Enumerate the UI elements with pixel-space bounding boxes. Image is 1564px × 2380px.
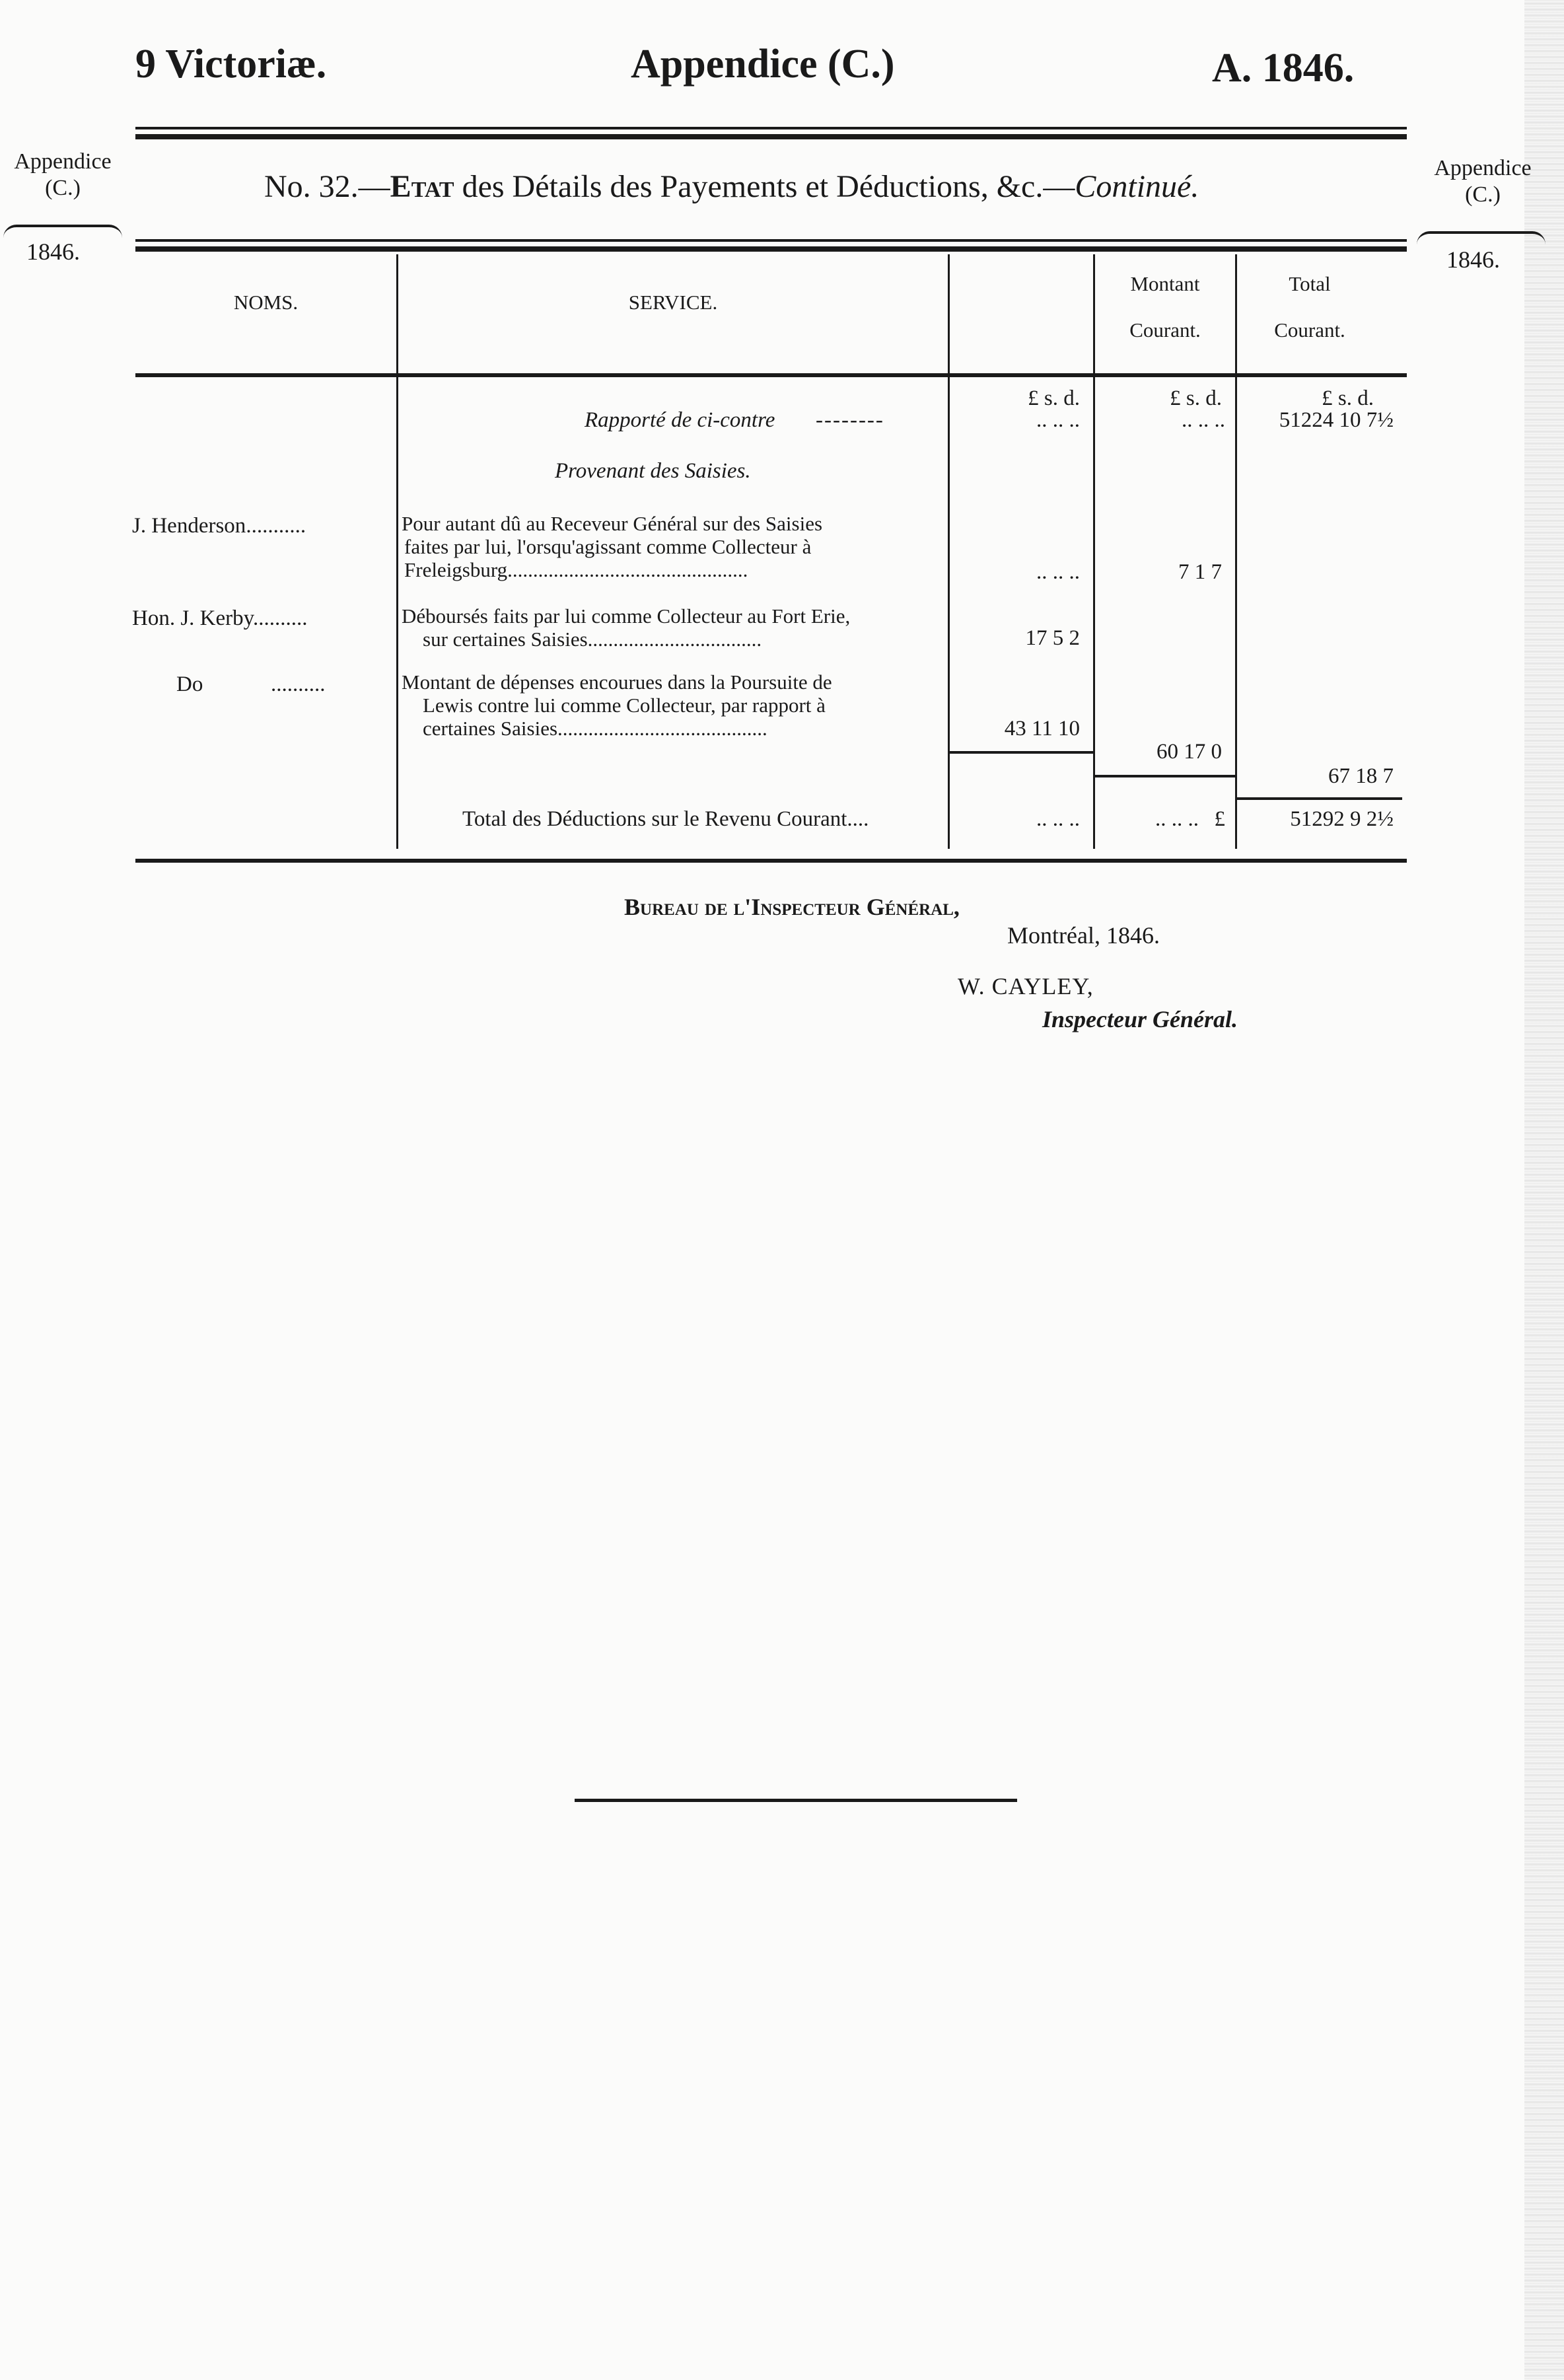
- place-date: Montréal, 1846.: [1007, 922, 1160, 949]
- montant-subtotal: 60 17 0: [1156, 740, 1222, 764]
- row2-name-text: Hon. J. Kerby: [132, 606, 253, 630]
- margin-left-label: Appendice: [14, 149, 112, 174]
- final-label-text: Total des Déductions sur le Revenu Courant: [462, 807, 847, 831]
- carried-total: 51224 10 7½: [1279, 408, 1394, 432]
- col-divider-4: [1235, 254, 1237, 849]
- row2-service-2: sur certaines Saisies..................................: [423, 628, 762, 651]
- header-left: 9 Victoriæ.: [135, 42, 327, 87]
- row1-service-2: faites par lui, l'orsqu'agissant comme Collecteur à: [404, 535, 812, 558]
- bureau-line: [624, 893, 960, 921]
- margin-right-year: 1846.: [1446, 246, 1500, 273]
- margin-right-label: Appendice: [1434, 156, 1532, 180]
- final-label: Total des Déductions sur le Revenu Courant....: [462, 807, 869, 831]
- header-center: Appendice (C.): [631, 42, 895, 87]
- title-middle: des Détails des Payements et Déductions, &c.—: [454, 169, 1075, 204]
- section-heading: Provenant des Saisies.: [555, 459, 751, 483]
- row3-name: Do: [176, 672, 203, 696]
- currency-header-amount: £ s. d.: [1028, 386, 1080, 410]
- row3-service-3-text: certaines Saisies: [423, 717, 558, 740]
- margin-note-left: [3, 149, 122, 201]
- margin-left-brace: [3, 225, 122, 238]
- col-header-montant-1: Montant: [1130, 272, 1200, 295]
- final-pound-sign: £: [1214, 807, 1225, 831]
- title-etat: Etat: [390, 169, 454, 204]
- title-prefix: No. 32.—: [264, 169, 390, 204]
- carried-montant-dots: .. .. ..: [1182, 408, 1225, 432]
- title-rule: [135, 239, 1407, 242]
- col-divider-3: [1093, 254, 1095, 849]
- row1-service-3-text: Freleigsburg: [404, 558, 508, 581]
- row3-name-leader: ..........: [271, 672, 326, 696]
- col-header-total-2: Courant.: [1274, 318, 1345, 342]
- total-subtotal: 67 18 7: [1328, 764, 1394, 788]
- col-header-noms: NOMS.: [233, 291, 299, 314]
- row1-montant: 7 1 7: [1178, 560, 1222, 584]
- row3-service-1: Montant de dépenses encourues dans la Poursuite de: [402, 670, 832, 694]
- montant-subtotal-rule: [1095, 775, 1235, 777]
- col-header-service: SERVICE.: [628, 291, 718, 314]
- row1-service-3: Freleigsburg...............................................: [404, 558, 748, 581]
- statement-title: [264, 168, 1199, 205]
- final-amount-dots: .. .. ..: [1036, 807, 1080, 831]
- closing-rule: [575, 1799, 1017, 1802]
- currency-header-total: £ s. d.: [1322, 386, 1374, 410]
- signer-name: W. CAYLEY,: [958, 973, 1094, 999]
- bureau-text: Bureau de l'Inspecteur Général,: [624, 894, 960, 920]
- row1-service-1: Pour autant dû au Receveur Général sur des Saisies: [402, 512, 823, 535]
- header-right: A. 1846.: [1212, 46, 1355, 90]
- margin-note-right: [1420, 155, 1546, 208]
- table-bottom-rule: [135, 859, 1407, 863]
- carried-label: Rapporté de ci-contre: [585, 408, 775, 432]
- row1-name-text: J. Henderson: [132, 514, 246, 538]
- amount-subtotal-rule: [950, 751, 1093, 754]
- carried-amount-dots: .. .. ..: [1036, 408, 1080, 432]
- final-montant-dots: .. .. ..: [1155, 807, 1199, 831]
- header-rule: [135, 373, 1407, 377]
- row3-service-2: Lewis contre lui comme Collecteur, par rapport à: [423, 694, 826, 717]
- row2-name: Hon. J. Kerby..........: [132, 606, 308, 630]
- row2-service-1: Déboursés faits par lui comme Collecteur au Fort Erie,: [402, 604, 851, 628]
- col-header-total-1: Total: [1289, 272, 1331, 295]
- row1-amount: .. .. ..: [1036, 560, 1080, 584]
- scan-edge-noise: [1524, 0, 1564, 2380]
- total-subtotal-rule: [1237, 797, 1402, 800]
- signer-title: Inspecteur Général.: [1042, 1006, 1238, 1032]
- row2-service-2-text: sur certaines Saisies: [423, 628, 588, 651]
- row3-amount: 43 11 10: [1004, 717, 1080, 740]
- row2-amount: 17 5 2: [1025, 626, 1080, 650]
- carried-leader: --------: [816, 408, 884, 432]
- margin-right-brace: [1417, 231, 1546, 244]
- title-rule-thick: [135, 246, 1407, 252]
- top-rule-thick: [135, 134, 1407, 139]
- final-total: 51292 9 2½: [1290, 807, 1394, 831]
- title-continue: Continué.: [1075, 169, 1199, 204]
- margin-left-year: 1846.: [26, 238, 80, 265]
- row3-service-3: certaines Saisies.........................................: [423, 717, 767, 740]
- row1-name: J. Henderson...........: [132, 514, 306, 538]
- margin-right-sub: (C.): [1465, 182, 1501, 207]
- margin-left-sub: (C.): [45, 176, 81, 200]
- top-rule: [135, 127, 1407, 129]
- col-header-montant-2: Courant.: [1129, 318, 1201, 342]
- col-divider-1: [396, 254, 398, 849]
- currency-header-montant: £ s. d.: [1170, 386, 1222, 410]
- col-divider-2: [948, 254, 950, 849]
